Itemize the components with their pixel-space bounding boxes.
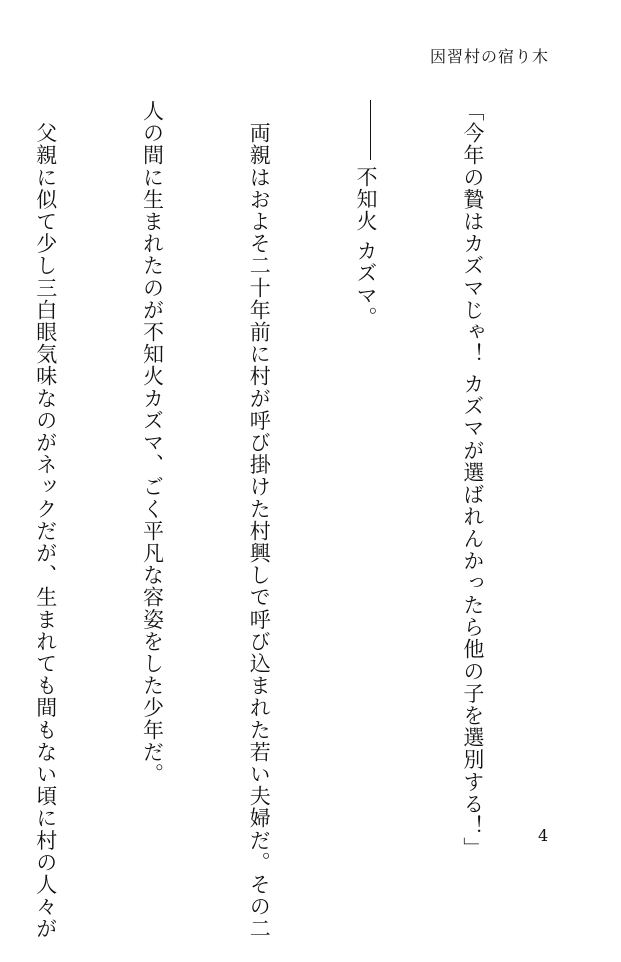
paragraph-line: 両親はおよそ二十年前に村が呼び掛けた村興しで呼び込まれた若い夫婦だ。その二 xyxy=(247,100,272,940)
dialogue-line: 「今年の贄はカズマじゃ！ カズマが選ばれんかったら他の子を選別する！」 xyxy=(460,100,485,860)
running-header-title: 因習村の宿り木 xyxy=(429,47,549,66)
paragraph-line: 父親に似て少し三白眼気味なのがネックだが、生まれても間もない頃に村の人々が xyxy=(33,100,58,940)
character-name: 不知火 カズマ。 xyxy=(354,166,379,329)
character-name-line xyxy=(347,100,383,820)
page-number: 4 xyxy=(538,826,549,845)
em-dash-rule xyxy=(370,100,372,160)
novel-text-body xyxy=(0,100,561,940)
paragraph-line: 人の間に生まれたのが不知火カズマ、ごく平凡な容姿をした少年だ。 xyxy=(140,100,165,786)
